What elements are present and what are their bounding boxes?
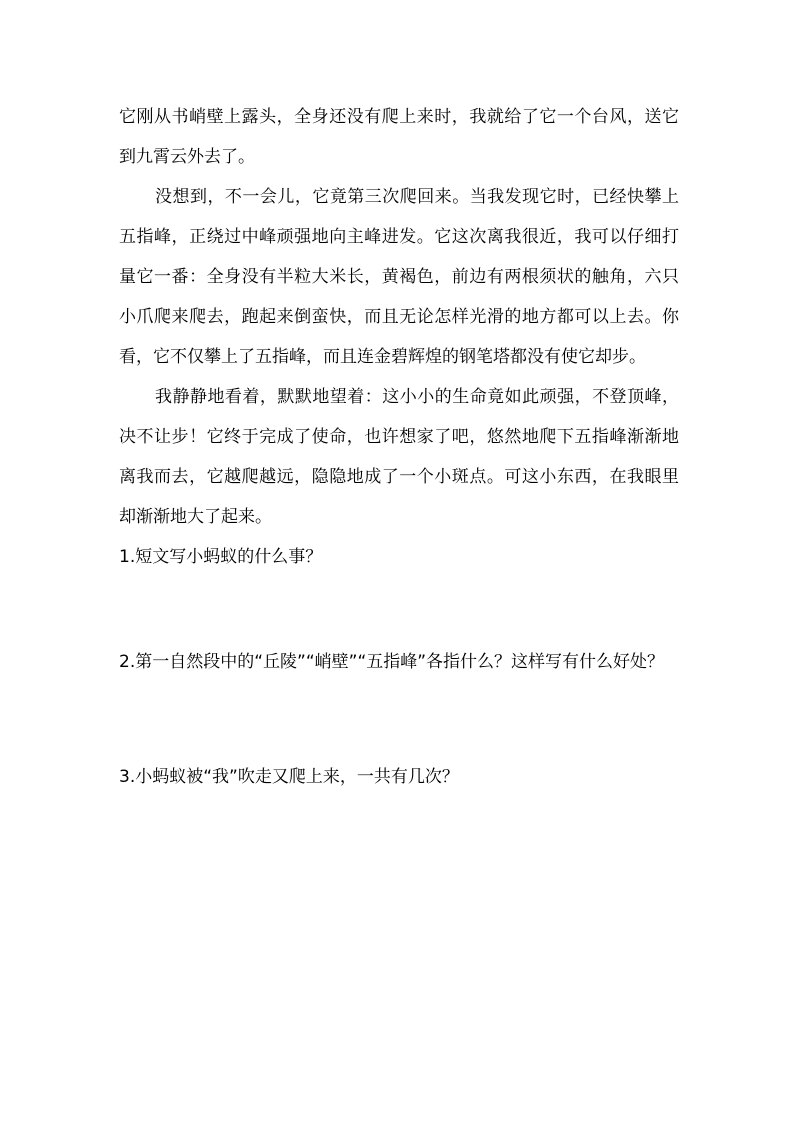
- document-body: [119, 97, 679, 797]
- paragraph-3: 我静静地看着，默默地望着：这小小的生命竟如此顽强，不登顶峰，决不让步！它终于完成了使命，也许想家了吧，悠然地爬下五指峰渐渐地离我而去，它越爬越远，隐隐地成了一个小斑点。可这小东西，在我眼里却渐渐地大了起来。: [119, 387, 679, 527]
- question-1: 1.短文写小蚂蚁的什么事？: [119, 547, 323, 567]
- question-2: 2.第一自然段中的“丘陵”“峭壁”“五指峰”各指什么？这样写有什么好处？: [119, 652, 665, 672]
- paragraph-1: 它刚从书峭壁上露头，全身还没有爬上来时，我就给了它一个台风，送它到九霄云外去了。: [119, 107, 679, 167]
- question-3: 3.小蚂蚁被“我”吹走又爬上来，一共有几次？: [119, 767, 459, 787]
- paragraph-2: 没想到，不一会儿，它竟第三次爬回来。当我发现它时，已经快攀上五指峰，正绕过中峰顽强地向主峰进发。它这次离我很近，我可以仔细打量它一番：全身没有半粒大米长，黄褐色，前边有两根须状的触角，六只小爪爬来爬去，跑起来倒蛮快，而且无论怎样光滑的地方都可以上去。你看，它不仅攀上了五指峰，而且连金碧辉煌的钢笔塔都没有使它却步。: [119, 187, 679, 367]
